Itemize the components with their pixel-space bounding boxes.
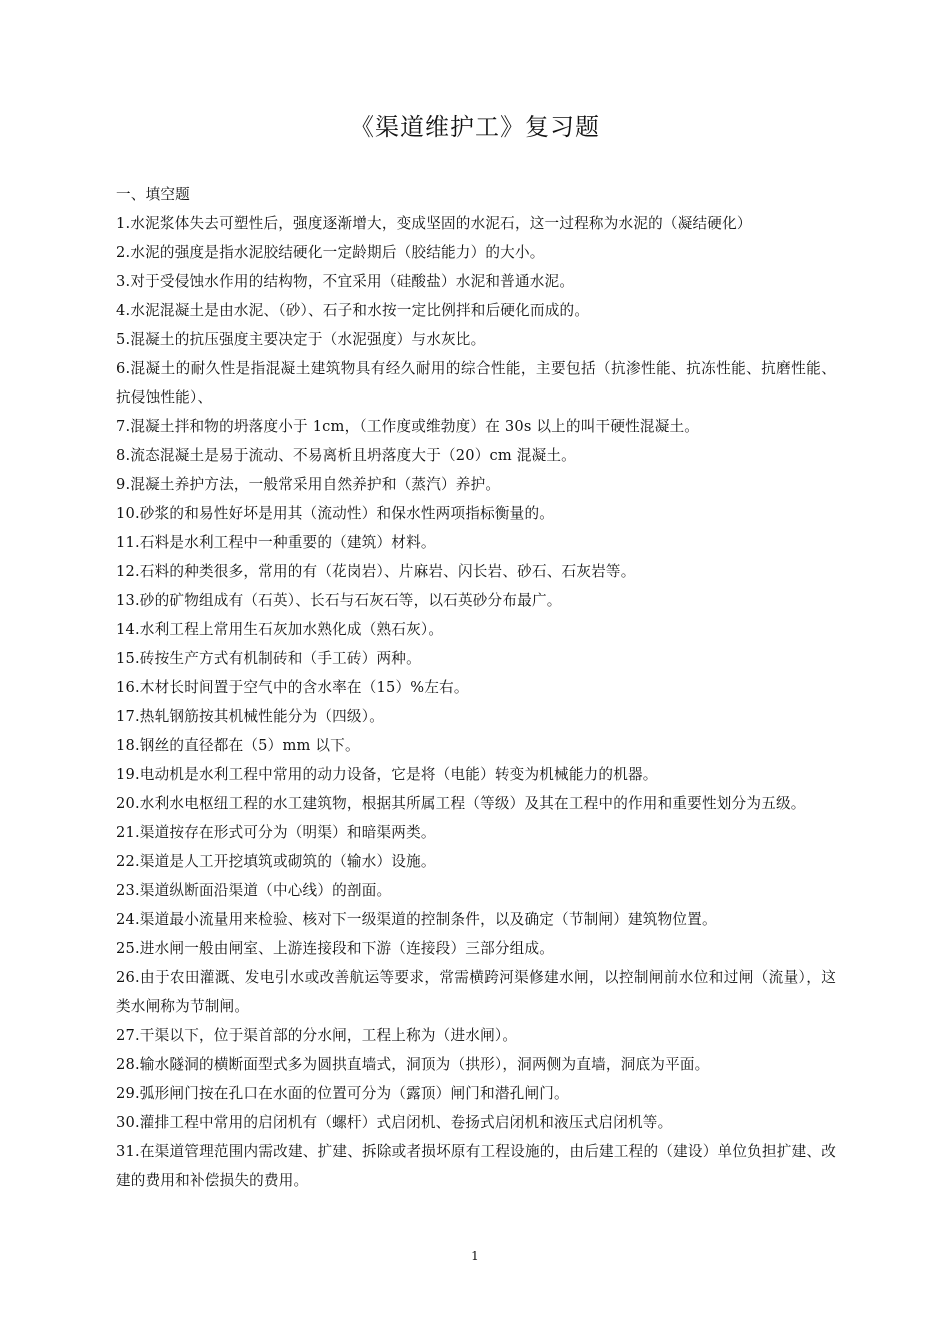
question-item: 12.石料的种类很多，常用的有（花岗岩）、片麻岩、闪长岩、砂石、石灰岩等。: [116, 563, 636, 580]
question-item: 21.渠道按存在形式可分为（明渠）和暗渠两类。: [116, 824, 436, 841]
question-item: 3.对于受侵蚀水作用的结构物，不宜采用（硅酸盐）水泥和普通水泥。: [116, 273, 575, 290]
question-item: 8.流态混凝土是易于流动、不易离析且坍落度大于（20）cm 混凝土。: [116, 447, 576, 464]
question-item: 15.砖按生产方式有机制砖和（手工砖）两种。: [116, 650, 421, 667]
question-item: 30.灌排工程中常用的启闭机有（螺杆）式启闭机、卷扬式启闭机和液压式启闭机等。: [116, 1114, 673, 1131]
question-item: 16.木材长时间置于空气中的含水率在（15）%左右。: [116, 679, 469, 696]
question-item: 20.水利水电枢纽工程的水工建筑物，根据其所属工程（等级）及其在工程中的作用和重要性划分为五级。: [116, 795, 806, 812]
question-item: 26.由于农田灌溉、发电引水或改善航运等要求，常需横跨河渠修建水闸，以控制闸前水位和过闸（流量），这类水闸称为节制闸。: [116, 969, 836, 1015]
question-item: 14.水利工程上常用生石灰加水熟化成（熟石灰）。: [116, 621, 444, 638]
question-item: 13.砂的矿物组成有（石英）、长石与石灰石等，以石英砂分布最广。: [116, 592, 562, 609]
question-item: 23.渠道纵断面沿渠道（中心线）的剖面。: [116, 882, 392, 899]
question-item: 28.输水隧洞的横断面型式多为圆拱直墙式，洞顶为（拱形），洞两侧为直墙，洞底为平面。: [116, 1056, 710, 1073]
question-item: 31.在渠道管理范围内需改建、扩建、拆除或者损坏原有工程设施的，由后建工程的（建设）单位负担扩建、改建的费用和补偿损失的费用。: [116, 1143, 836, 1189]
document-title: 《渠道维护工》复习题: [350, 113, 600, 141]
section-heading: 一、填空题: [116, 186, 190, 203]
question-item: 7.混凝土拌和物的坍落度小于 1cm，（工作度或维勃度）在 30s 以上的叫干硬性混凝土。: [116, 418, 700, 435]
question-item: 17.热轧钢筋按其机械性能分为（四级）。: [116, 708, 385, 725]
question-item: 27.干渠以下，位于渠首部的分水闸，工程上称为（进水闸）。: [116, 1027, 518, 1044]
question-item: 9.混凝土养护方法，一般常采用自然养护和（蒸汽）养护。: [116, 476, 501, 493]
question-item: 1.水泥浆体失去可塑性后，强度逐渐增大，变成坚固的水泥石，这一过程称为水泥的（凝结硬化）: [116, 215, 752, 232]
page-number: 1: [471, 1249, 479, 1263]
question-item: 4.水泥混凝土是由水泥、（砂）、石子和水按一定比例拌和后硬化而成的。: [116, 302, 590, 319]
question-item: 24.渠道最小流量用来检验、核对下一级渠道的控制条件，以及确定（节制闸）建筑物位置。: [116, 911, 717, 928]
question-item: 5.混凝土的抗压强度主要决定于（水泥强度）与水灰比。: [116, 331, 486, 348]
question-item: 10.砂浆的和易性好坏是用其（流动性）和保水性两项指标衡量的。: [116, 505, 555, 522]
document-content: [116, 180, 836, 1195]
question-item: 18.钢丝的直径都在（5）mm 以下。: [116, 737, 360, 754]
question-item: 6.混凝土的耐久性是指混凝土建筑物具有经久耐用的综合性能，主要包括（抗渗性能、抗冻性能、抗磨性能、抗侵蚀性能）、: [116, 360, 836, 406]
question-item: 19.电动机是水利工程中常用的动力设备，它是将（电能）转变为机械能力的机器。: [116, 766, 658, 783]
question-item: 29.弧形闸门按在孔口在水面的位置可分为（露顶）闸门和潜孔闸门。: [116, 1085, 569, 1102]
question-item: 22.渠道是人工开挖填筑或砌筑的（输水）设施。: [116, 853, 436, 870]
question-item: 11.石料是水利工程中一种重要的（建筑）材料。: [116, 534, 436, 551]
question-item: 25.进水闸一般由闸室、上游连接段和下游（连接段）三部分组成。: [116, 940, 555, 957]
question-item: 2.水泥的强度是指水泥胶结硬化一定龄期后（胶结能力）的大小。: [116, 244, 545, 261]
